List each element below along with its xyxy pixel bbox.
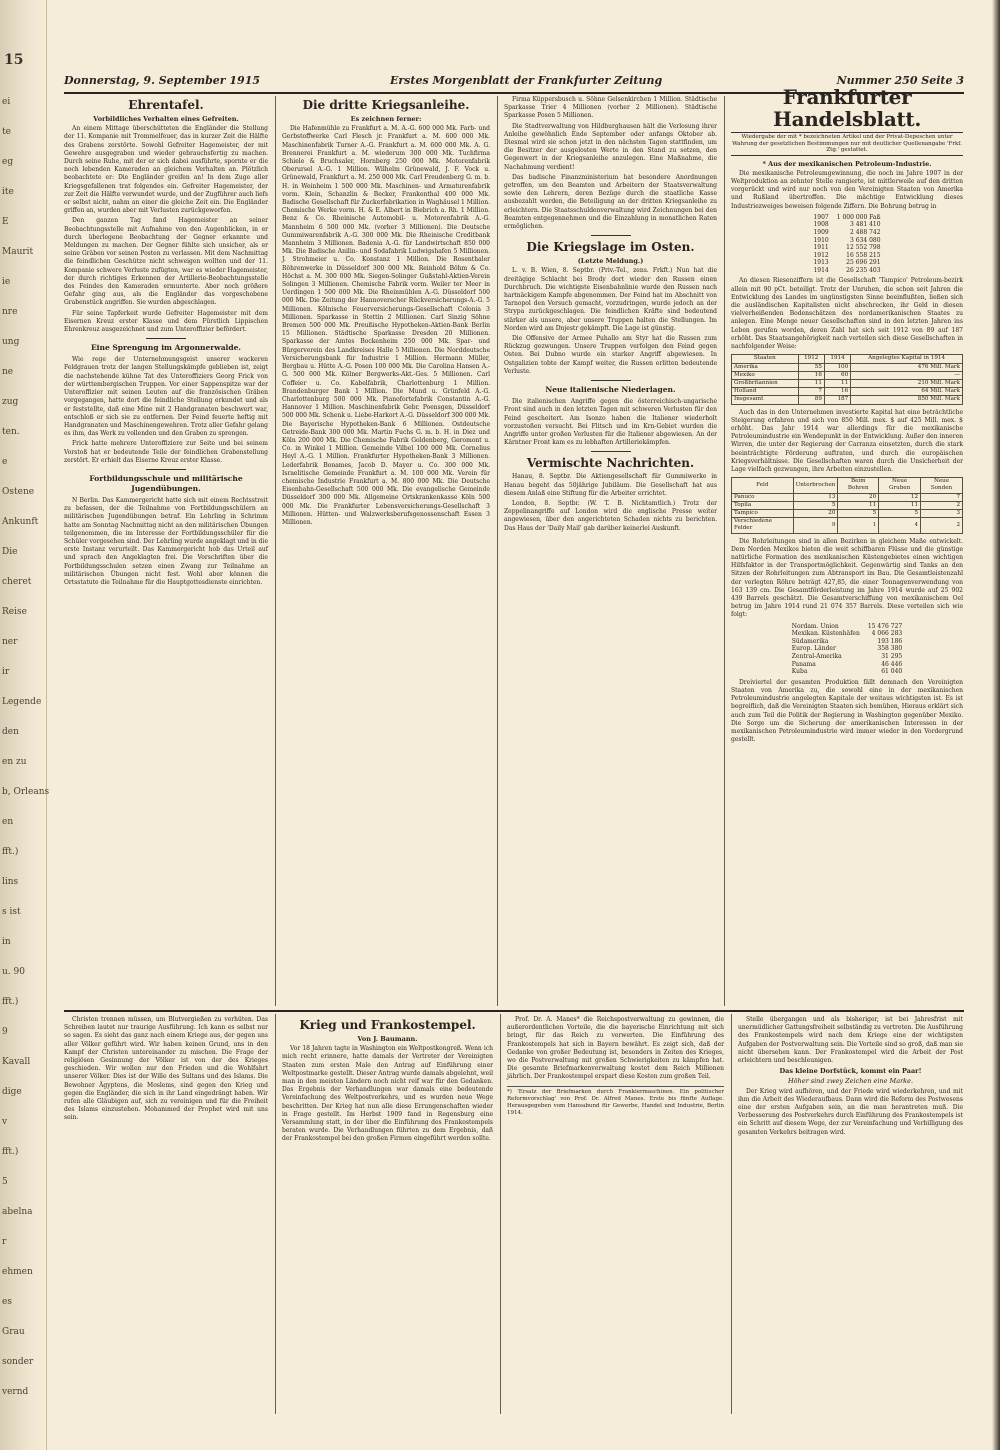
table-row: [809, 237, 884, 245]
cut-off-text-fragment: ite: [2, 187, 14, 197]
cut-off-text-fragment: nre: [2, 307, 18, 317]
table-cell: 16: [824, 388, 850, 396]
article-paragraph: Wie rege der Unternehmungsgeist unserer wackeren Feldgrauen trotz der langen Stellungskämpfe geblieben ist, zeigt die nachstehende kühne Tat des Unteroffiziers Georg Frick von der württembergischen Truppen. Vor einer Sappenspitze war der Unteroffizier mit seinen Leuten auf die französischen Gräben vorgegangen, hatte dort die feindliche Stellung erkundet und als er feststellte, daß eine Mine mit 2 Handgranaten beschwert war, entschloß er sich sie zu entfernen. Der Feind feuerte heftig mit Handgranaten und Maschinengewehren. Trotz aller Gefahr gelang es ihm, das Werk zu vollenden und den Graben zu sprengen.: [64, 356, 268, 438]
article-paragraph: Hanau, 8. Septbr. Die Aktiengesellschaft für Gummiwerke in Hanau begeht das 50jährige Jubiläum. Die Gesellschaft hat aus diesem Anlaß eine Stiftung für die Arbeiter errichtet.: [504, 473, 717, 497]
table-row: [732, 509, 963, 517]
article-paragraph: N Berlin. Das Kammergericht hatte sich mit einem Rechtsstreit zu befassen, der die Teilnahme von Fortbildungsschülern an militärischen Jugendübungen betraf. Ein Lehrling in Schrimm hatte am Sonntag Nachmittag nicht an den militärischen Übungen teilgenommen, die im Interesse der Fortbildungsschüler für die Schüler vorgesehen sind. Der Lehrling wurde angeklagt und in die erste Instanz verurteilt. Das Kammergericht hob das Urteil auf und sprach den Angeklagten frei. Die Vorschriften über die Fortbildungsschulen setzen einen Zwang zur Teilnahme an militärischen Übungen nicht fest. Wohl aber können die Ortsstatute die Teilnahme für die Hauptgottesdienste einrichten.: [64, 496, 268, 586]
article-paragraph: Stelle übergangen und als bisheriger, ist bei Jahresfrist mit unermüdlicher Gattungsfreiheit selbständig zu vertreten. Die Ausführung des Frankostempels wird nach dem Kriege eine der wichtigsten Aufgaben der Postverwaltung sein. Die Vorteile sind so groß, daß man sie nicht übersehen kann. Der Frankostempel wird die Arbeit der Post erleichtern und beschleunigen.: [738, 1016, 963, 1065]
table-row: [788, 653, 906, 661]
cut-off-text-fragment: dige: [2, 1087, 22, 1097]
column-rule: [731, 1014, 732, 1414]
table-cell: 1: [838, 518, 879, 533]
table-row: [732, 371, 963, 379]
country-cell: Südamerika: [791, 637, 829, 645]
article-paragraph: Dreiviertel der gesamten Produktion fällt demnach den Vereinigten Staaten von Amerika zu, die sowohl eine in der mexikanischen Petroleumindustrie angelegten Kapitale der weitaus wichtigsten ist. Es ist begreiflich, daß die Vereinigten Staaten sich bemühen, Hieraus erklärt sich auch zum Teil die Politik der Regierung in Washington gegenüber Mexiko. Die Sorge um die Sicherung der amerikanischen Interessen in der mexikanischen Petroleumindustrie wird immer wieder in den Vordergrund gestellt.: [731, 678, 963, 744]
cut-off-text-fragment: Legende: [2, 697, 42, 707]
column-rule: [275, 96, 276, 1006]
divider: [591, 451, 631, 452]
article-paragraph: Prof. Dr. A. Manes* die Reichspostverwaltung zu gewinnen, die außerordentlichen Vorteile, die die bayerische Einrichtung mit sich bringt, für das Reich zu verwerten. Die Einführung des Frankostempels hat sich in Bayern bewährt. Es zeigt sich, daß der Gedanke von großer Bedeutung ist, besonders in Zeiten des Krieges, wo die Postverwaltung mit großen Schwierigkeiten zu kämpfen hat. Die gesamte Briefmarkenverwaltung kostet dem Reich Millionen jährlich. Der Frankostempel erspart diese Kosten zum großen Teil.: [507, 1016, 724, 1081]
cut-off-text-fragment: sonder: [2, 1357, 34, 1367]
table-cell: 11: [879, 501, 921, 509]
article-paragraph: Vor 18 Jahren tagte in Washington ein Weltpostkongreß. Wenn ich mich recht erinnere, hatte damals der Vertreter der Vereinigten Staaten zum ersten Male den Antrag auf Einführung einer Weltpostmarke gestellt. Dieser Antrag wurde damals abgelehnt, weil man in den meisten Ländern noch nicht reif war für den Gedanken. Das Ergebnis der Verhandlungen war damals eine bedeutende Vereinfachung des Weltpostverkehrs, und es wurden neue Wege beschritten. Der Krieg hat nun alle diese Errungenschaften wieder in Frage gestellt. Im Herbst 1909 fand in Regensburg eine Versammlung statt, in der über die Einführung des Frankostempels beraten wurde. Die Verhandlungen führten zu dem Ergebnis, daß der Frankostempel bei den großen Firmen eingeführt werden sollte.: [282, 1045, 493, 1143]
cut-off-text-fragment: Reise: [2, 607, 27, 617]
cut-off-text-fragment: v: [2, 1117, 8, 1127]
cut-off-text-fragment: 5: [2, 1177, 8, 1187]
cut-off-text-fragment: ehmen: [2, 1267, 33, 1277]
table-row: [809, 252, 884, 260]
table-cell: 13: [793, 493, 838, 501]
section-rule: [64, 1010, 964, 1012]
table-cell: 11: [838, 501, 879, 509]
companies-table: [731, 354, 963, 404]
table-cell: Tampico: [732, 509, 794, 517]
table-cell: Mexiko: [732, 371, 799, 379]
cut-off-text-fragment: r: [2, 1237, 7, 1247]
value-cell: 25 696 291: [846, 259, 881, 267]
table-row: [809, 259, 884, 267]
column-rule: [724, 96, 725, 1006]
cut-off-text-fragment: Ankunft: [2, 517, 39, 527]
cut-off-text-fragment: es: [2, 1297, 12, 1307]
article-paragraph: Frick hatte mehrere Unteroffiziere zur Seite und bei seinem Vorstoß hat er bedeutende Teile der feindlichen Grabenstellung zerstört. Er erhielt das Eiserne Kreuz erster Klasse.: [64, 440, 268, 464]
cut-off-text-fragment: Grau: [2, 1327, 25, 1337]
footnote: *) 'Ersatz der Briefmarken durch Frankiermaschinen. Ein politischer Reformvorschlag' von Prof. Dr. Alfred Manes. Erste bis fünfte Auflage. Herausgegeben vom Hansabund für Gewerbe, Handel und Industrie, Berlin 1914.: [507, 1086, 724, 1117]
verse-subtitle: Höher sind zwey Zeichen eine Marke.: [787, 1077, 914, 1086]
table-cell: 5: [879, 509, 921, 517]
binding-margin: [0, 0, 50, 1450]
value-cell: 26 235 403: [846, 266, 881, 274]
divider: [146, 469, 186, 470]
cut-off-text-fragment: te: [2, 127, 11, 137]
subhead-zeichnen: Es zeichnen ferner:: [350, 115, 422, 123]
table-cell: Topila: [732, 501, 794, 509]
table-header: Neue Sonden: [921, 478, 963, 493]
year-cell: 1909: [813, 228, 829, 236]
table-cell: 3: [921, 509, 963, 517]
cut-off-text-fragment: Ostene: [2, 487, 35, 497]
table-cell: Holland: [732, 388, 799, 396]
table-cell: 60: [824, 371, 850, 379]
table-cell: 5: [838, 509, 879, 517]
value-cell: 193 186: [877, 637, 903, 645]
article-paragraph: An einem Mittage überschütteten die Engländer die Stellung der 11. Kompanie mit Trommelfeuer, das in kurzer Zeit die Hälfte des Grabens zerstörte. Sowohl Gefreiter Hagemeister, der mit Gewehre ausgegraben und wieder gebrauchsfertig zu machen. Durch seine Ruhe, mit der er sich dabei ausführte, spornte er die noch lebenden Kameraden an gleichem Verhalten an. Plötzlich beobachtete er: Die Engländer greifen an! In dem Zuge aller Kriegsgefallenen trat folgendes ein. Gefreiter Hagemeister, der zur Zeit die Hälfte verwundet wurde, und der Zugführer auch liefs er selbst nicht, nahm an einer die gleiche Zeit ein. Die Engländer griffen an, wurden aber mit Verlusten zurückgeworfen.: [64, 125, 268, 215]
article-paragraph: Firma Küppersbusch u. Söhne Gelsenkirchen 1 Million. Städtische Sparkasse Trier 4 Millionen (vorher 2 Millionen). Städtische Sparkasse Posen 5 Millionen.: [504, 96, 717, 120]
page-edge-shadow: [992, 0, 1000, 1450]
table-cell: 7: [921, 493, 963, 501]
divider: [591, 235, 631, 236]
byline: Von J. Baumann.: [357, 1035, 418, 1043]
table-cell: 100: [824, 363, 850, 371]
value-cell: 358 380: [877, 645, 903, 653]
cut-off-text-fragment: 9: [2, 1027, 8, 1037]
export-table: [788, 623, 906, 676]
table-header: 1912: [798, 355, 824, 363]
article-paragraph: Die Offensive der Armee Puhallo am Styr hat die Russen zum Rückzug gezwungen. Unsere Truppen verfolgen den Feind gegen Osten. Bei Dubno wurde ein starker Angriff abgewiesen. In Ostgalizien tobte der Kampf weiter, die Russen erlitten bedeutende Verluste.: [504, 335, 717, 375]
feuilleton-col-4: [738, 1016, 963, 1414]
table-header: Angelegtes Kapital in 1914: [851, 355, 963, 363]
production-table: [809, 214, 884, 275]
headline-ehrentafel: Ehrentafel.: [128, 98, 204, 112]
cut-off-text-fragment: e: [2, 457, 8, 467]
table-cell: 55: [798, 363, 824, 371]
table-cell: Verschiedene Felder: [732, 518, 794, 533]
value-cell: 1 000 000 Faß: [836, 213, 881, 221]
value-cell: 46 446: [881, 660, 903, 668]
header-edition: Erstes Morgenblatt der Frankfurter Zeitung: [390, 74, 663, 87]
country-cell: Panama: [791, 660, 816, 668]
feuilleton-col-3: [507, 1016, 724, 1414]
table-cell: 64 Mill. Mark: [851, 388, 963, 396]
table-cell: 11: [824, 379, 850, 387]
feuilleton-col-2: [282, 1016, 493, 1414]
table-header: Beim Bohren: [838, 478, 879, 493]
cut-off-text-fragment: abelna: [2, 1207, 33, 1217]
country-cell: Mexikan. Küstenhäfen: [791, 630, 860, 638]
year-cell: 1908: [813, 221, 829, 229]
headline-vermischte: Vermischte Nachrichten.: [526, 456, 695, 471]
cut-off-text-fragment: zug: [2, 397, 19, 407]
value-cell: 15 476 727: [867, 622, 903, 630]
table-header: Staaten: [732, 355, 799, 363]
table-cell: 187: [824, 396, 850, 404]
page-number-fragment: 15: [4, 52, 24, 68]
headline-kriegslage: Die Kriegslage im Osten.: [526, 240, 695, 255]
cut-off-text-fragment: ten.: [2, 427, 20, 437]
column-handelsblatt: [731, 84, 963, 992]
cut-off-text-fragment: E: [2, 217, 9, 227]
subhead-letzte-meldung: (Letzte Meldung.): [577, 257, 644, 266]
table-header: Feld: [732, 478, 794, 493]
feuilleton-col-1: [64, 1016, 268, 1414]
cut-off-text-fragment: Die: [2, 547, 18, 557]
article-paragraph: Den ganzen Tag fand Hagemeister an seiner Beobachtungsstelle mit Aufnahme von den Augenblicken, in er durch überlegene Beobachtung der Gegner erkannte und Meldungen zu machen. Der Gegner fühlte sich unsicher, als er seine Gräben vor seinen Posten zu verlassen. Mit dem Nachmittag die feindlichen Geschütze nicht schweigen wollten und der 11. Kompanie schwere Verluste zufügten, war es wieder Hagemeister, der durch richtiges Erkennen der Artillerie-Beobachtungsstelle des Feindes den Kameraden ermunterte. Aber noch größere Gefahr ging aus, als die Engländer das vorgeschobene Grabenstück angriffen. Sie wurden abgeschlagen.: [64, 217, 268, 307]
cut-off-text-fragment: en zu: [2, 757, 27, 767]
headline-italienische-niederlagen: Neue italienische Niederlagen.: [545, 385, 676, 395]
table-row: [732, 493, 963, 501]
value-cell: 61 040: [881, 668, 903, 676]
table-cell: 12: [879, 493, 921, 501]
table-cell: Panuco: [732, 493, 794, 501]
country-cell: Europ. Länder: [791, 645, 836, 653]
article-paragraph: Christen trennen müssen, um Blutvergießen zu verhüten. Das Schreiben lautet nur traurige Ausführung. Ich kann es selbst nur so sagen. Es sieht das ganz nach einem Kriege aus, der gegen uns aller Völker geführt wird. Wir haben keinen Grund, uns in den Kampf der Christen untereinander zu mischen. Die Frage der religiösen Gesinnung der Völker ist von der des Krieges geschieden. Wir wollen nur den Frieden und die Wohlfahrt unserer Völker. Dies ist der Wille des Sultans und des Islams. Die Bewohner Ägyptens, die Moslems, sind gegen den Krieg und gegen die Engländer, die sich in ihr Land eingedrängt haben. Wir rufen alle Gläubigen auf, sich zu vereinigen und für die Freiheit des Islams einzustehen. Mohammed der Prophet wird mit uns sein.: [64, 1016, 268, 1122]
value-cell: 3 634 080: [849, 236, 881, 244]
cut-off-text-fragment: Maurit: [2, 247, 34, 257]
cut-off-text-fragment: cheret: [2, 577, 32, 587]
year-cell: 1914: [813, 266, 829, 274]
table-row: [809, 221, 884, 229]
divider: [146, 338, 186, 339]
article-paragraph: L. v. B. Wien, 8. Septbr. (Priv.-Tel., zens. Frkft.) Nun hat die dreitägige Schlacht bei Brody dort wieder den Russen einen Durchbruch. Die wichtigste Eisenbahnlinie wurde den Russen nach hartnäckigem Kampfe abgenommen. Der Feind hat im Abschnitt von Tarnopol den Versuch gemacht, vorzudringen, wurde jedoch an der Strypa zurückgeschlagen. Die feindlichen Kräfte sind bedeutend stärker als unsere, aber unsere Truppen halten die Stellungen. Im Norden wird am Dnjestr gekämpft. Die Lage ist günstig.: [504, 267, 717, 332]
table-header: Unterbrochen: [793, 478, 838, 493]
table-cell: 4: [879, 518, 921, 533]
table-row: [732, 388, 963, 396]
table-row: [732, 518, 963, 533]
article-paragraph: Das badische Finanzministerium hat besondere Anordnungen getroffen, um den Beamten und Arbeitern der Staatsverwaltung sowie den Lehrern, deren Bezüge durch die staatliche Kasse ausbezahlt werden, die Beteiligung an der dritten Kriegsanleihe zu erleichtern. Die Staatsschuldenverwaltung wird Zeichnungen bei den Beamten entgegennehmen und die Einzahlung in monatlichen Raten ermöglichen.: [504, 173, 717, 231]
headline-sprengung: Eine Sprengung im Argonnerwalde.: [90, 343, 242, 353]
article-paragraph: Auch das in den Unternehmen investierte Kapital hat eine beträchtliche Steigerung erfahren und sich von 850 Mill. mex. $ auf 425 Mill. mex. $ erhöht. Das Jahr 1914 war allerdings für die mexikanische Petroleumindustrie ein Wendepunkt in der Entwicklung. Außer den inneren Wirren, die unter der Regierung der Carranza einsetzten, durch die stark beeinträchtigte Förderung auftraten, und durch die europäischen Kriegsverhältnisse. Die Gesellschaften waren durch die Unsicherheit der Lage vielfach gezwungen, ihre Arbeiten einzustellen.: [731, 408, 963, 473]
table-row: [788, 661, 906, 669]
article-paragraph: Die italienischen Angriffe gegen die österreichisch-ungarische Front sind auch in den letzten Tagen mit schweren Verlusten für den Feind gescheitert. Am Isonzo haben die Italiener wiederholt vorzustoßen versucht. Bei Flitsch und im Krn-Gebiet wurden die Angriffe unter großen Verlusten für die Italiener abgewiesen. An der Kärntner Front kam es zu lebhaften Artilleriekämpfen.: [504, 398, 717, 447]
cut-off-text-fragment: u. 90: [2, 967, 25, 977]
column-ehrentafel: [64, 96, 268, 1004]
table-row: [732, 379, 963, 387]
table-row: [788, 645, 906, 653]
value-cell: 4 066 283: [871, 630, 903, 638]
table-cell: 210 Mill. Mark: [851, 379, 963, 387]
cut-off-text-fragment: in: [2, 937, 11, 947]
headline-kriegsanleihe: Die dritte Kriegsanleihe.: [302, 98, 470, 112]
table-row: [809, 244, 884, 252]
cut-off-text-fragment: en: [2, 817, 14, 827]
year-cell: 1907: [813, 213, 829, 221]
table-cell: 5: [793, 501, 838, 509]
table-row: [809, 267, 884, 275]
header-date: Donnerstag, 9. September 1915: [64, 74, 261, 87]
cut-off-text-fragment: lins: [2, 877, 19, 887]
subhead-gefreiter: Vorbildliches Verhalten eines Gefreiten.: [93, 115, 239, 123]
value-cell: 16 558 215: [846, 251, 881, 259]
table-row: [788, 630, 906, 638]
table-cell: Großbritannien: [732, 379, 799, 387]
year-cell: 1912: [813, 251, 829, 259]
cut-off-text-fragment: fft.): [2, 847, 19, 857]
table-row: [732, 396, 963, 404]
headline-fortbildungsschule: Fortbildungsschule und militärische Jugendübungen.: [89, 473, 243, 493]
country-cell: Nordam. Union: [791, 622, 839, 630]
table-cell: 2: [921, 501, 963, 509]
column-rule: [500, 1014, 501, 1414]
verse-title: Das kleine Dorfstück, kommt ein Paar!: [779, 1067, 922, 1076]
cut-off-text-fragment: ie: [2, 277, 11, 287]
table-header: Neue Gruben: [879, 478, 921, 493]
column-kriegsanleihe: [282, 96, 490, 1004]
year-cell: 1910: [813, 236, 829, 244]
headline-frankostempel: Krieg und Frankostempel.: [299, 1018, 476, 1032]
table-cell: 850 Mill. Mark: [851, 396, 963, 404]
table-cell: 89: [798, 396, 824, 404]
cut-off-text-fragment: fft.): [2, 997, 19, 1007]
value-cell: 31 295: [881, 652, 903, 660]
article-paragraph: Die Rohrleitungen sind in allen Bezirken in gleichem Maße entwickelt. Dem Norden Mexikos bieten die weit schiffbaren Flüsse und die günstige natürliche Formation des mexikanischen Küstengebietes einen wichtigen Hilfsfaktor in der Transportmöglichkeit. Gegenwärtig sind Tanks an den Sitzen der Rohrleitungen zum Abtransport im Bau. Die Gesamtleistenzahl der verlegten Röhre beträgt 427,85, die einer Tonnagenverwendung von 163 139 cm. Die Gesamtförderleistung im Jahre 1914 wurde auf 25 902 439 Barrels geschätzt. Die Gesamtverschiffung von mexikanischem Oel betrug im Jahre 1914 rund 21 074 357 Barrels. Diese verteilen sich wie folgt:: [731, 537, 963, 619]
table-row: [788, 638, 906, 646]
header-number: Nummer 250 Seite 3: [836, 74, 964, 87]
cut-off-text-fragment: fft.): [2, 1147, 19, 1157]
table-cell: 11: [798, 379, 824, 387]
cut-off-text-fragment: Kavall: [2, 1057, 31, 1067]
cut-off-text-fragment: ung: [2, 337, 20, 347]
table-row: [788, 623, 906, 631]
divider: [591, 380, 631, 381]
subscription-list: Die Hafenmühle zu Frankfurt a. M. A.-G. 600 000 Mk. Farb- und Gerbstoffwerke Carl Flesch jr. Frankfurt a. M. 600 000 Mk. Maschinenfabrik Turner A.-G. Frankfurt a. M. 600 000 Mk. A. G. Brennerei Frankfurt a. M. wiederum 300 000 Mk. Tuchfirma Schiele & Bruchsaler, Hornberg 250 000 Mk. Motorenfabrik Oberursel A.-G. 1 Million. Wilhelm Grünewald, J. F. Vock u. Grünewald, Frankfurt a. M. 250 000 Mk. Carl Freudenberg G. m. b. H. in Weinheim 1 500 000 Mk. Maschinen- und Armaturenfabrik vorm. Klein, Schanzlin & Becker, Frankenthal 400 000 Mk. Badische Gesellschaft für Zuckerfabrikation in Waghäusel 1 Million. Chemische Werke vorm. H. & E. Albert in Biebrich a. Rh. 1 Million. Benz & Co. Rheinische Automobil- u. Motorenfabrik A.-G. Mannheim 6 500 000 Mk. (vorher 3 Millionen). Die Deutsche Gummiwarenfabrik A.-G. 300 000 Mk. Die Rheinische Creditbank Mannheim 3 Millionen. Badenia A.-G. für Landwirtschaft 850 000 Mk. Die Badische Anilin- und Sodafabrik Ludwigshafen 5 Millionen. J. Strohmeier u. Co. Konstanz 1 Million. Die Rosenthaler Röhrenwerke in Düsseldorf 300 000 Mk. Reinhold Böhm & Co. Höchst a. M. 300 000 Mk. Siegen-Solinger Gußstahl-Aktien-Verein Solingen 3 Millionen. Chemische Fabrik vorm. Weiler ter Meer in Uerdingen 1 500 000 Mk. Die Rheinmühlen A.-G. Düsseldorf 500 000 Mk. Die Zeitung der Hannoverscher Rückversicherungs-A.-G. 5 Millionen. Kölnische Feuerversicherungs-Gesellschaft Colonia 3 Millionen. Sparkasse in Stettin 2 Millionen. Carl Sinzig Söhne Bremen 500 000 Mk. Preußische Hypotheken-Aktien-Bank Berlin 15 Millionen. Städtische Sparkasse Dresden 20 Millionen. Sparkasse der Amtes Bockenheim 250 000 Mk. Spar- und Bürgerverein des Landkreises Halle 5 Millionen. Die Norddeutsche Versicherungsbank für Industrie 1 Million. Hermann Müller, Bergbau u. Hütte A.-G. Posen 100 000 Mk. Die Carolina Hansen A.-G. 500 000 Mk. Kölner Bergwerks-Akt.-Ges. 5 Millionen. Carl Coffeier u. Co. Kabelfabrik, Charlottenburg 1 Million. Brandenburger Bank 1 Million. Die Mund u. Grünfeld A.-G. Charlottenburg 500 000 Mk. Pianofortefabrik Constantin A.-G. Hannover 1 Million. Maschinenfabrik Gebr. Poensgen, Düsseldorf 500 000 Mk. Schenk u. Liebe-Harkort A.-G. Düsseldorf 300 000 Mk. Die Bayerische Hypotheken-Bank 6 Millionen. Ostdeutsche Getreide-Bank 300 000 Mk. Martin Fuchs G. m. b. H. in Diez und Köln 200 000 Mk. Die Chemische Fabrik Goldenberg, Geromont u. Co. in Winkel 1 Million. Gemeinde Vilbel 100 000 Mk. Cornelius Heyl A.-G. 1 Million. Frankfurter Hypotheken-Bank 3 Millionen. Lederfabrik Bonames, Jacob D. Mayer u. Co. 300 000 Mk. Israelitische Gemeinde Frankfurt a. M. 100 000 Mk. Verein für chemische Industrie Frankfurt a. M. 800 000 Mk. Die Deutsche Eisenbahn-Gesellschaft 500 000 Mk. Die evangelische Gemeinde Düsseldorf 300 000 Mk. Allgemeine Ortskrankenkasse Köln 500 000 Mk. Die Frankfurter Lebensversicherungs-Gesellschaft 3 Millionen. Hütten- und Walzwerksberufsgenossenschaft Essen 3 Millionen.: [282, 125, 490, 526]
cut-off-text-fragment: ne: [2, 367, 14, 377]
country-cell: Zentral-Amerika: [791, 652, 842, 660]
table-cell: 2: [921, 518, 963, 533]
cut-off-text-fragment: s ist: [2, 907, 21, 917]
table-cell: —: [851, 371, 963, 379]
headline-handelsblatt: Frankfurter Handelsblatt.: [772, 85, 922, 131]
table-cell: 16: [798, 371, 824, 379]
article-paragraph: Die Stadtverwaltung von Hildburghausen hält die Verlosung ihrer Anleihe gewöhnlich Ende September oder anfangs Oktober ab. Diesmal wird sie schon jetzt in den nächsten Tagen stattfinden, um die Besitzer der ausgelosten Werte in den Stand zu setzen, den Gegenwert in der Kriegsanleihe anzulegen. Eine Maßnahme, die Nachahmung verdient!: [504, 122, 717, 171]
cut-off-text-fragment: ei: [2, 97, 11, 107]
table-row: [809, 229, 884, 237]
cut-off-text-fragment: ir: [2, 667, 10, 677]
cut-off-text-fragment: b, Orleans: [2, 787, 50, 797]
fields-table: [731, 477, 963, 533]
table-cell: 20: [838, 493, 879, 501]
table-row: [788, 668, 906, 676]
table-cell: Insgesamt: [732, 396, 799, 404]
subhead-petroleum: * Aus der mexikanischen Petroleum-Industrie.: [762, 159, 932, 168]
article-paragraph: An diesen Riesenziffern ist die Gesellschaft 'Tampico' Petroleum-bezirk allein mit 90 pCt. beteiligt. Trotz der Unruhen, die schon seit Jahren die Entwicklung des Landes im ungünstigsten Sinne beeinflußten, ließen sich die ausländischen Kapitalisten nicht abschrecken, ihr Geld in diesen vielverheißenden Bodenschätzen des nordamerikanischen Staates zu anlegen. Eine Menge neuer Gesellschaften sind in den letzten Jahren ins Leben gerufen worden, deren Zahl hat sich seit 1912 von 89 auf 187 erhöht. Das Staatsangehörigkeit nach verteilen sich diese Gesellschaften in nachfolgender Weise:: [731, 277, 963, 351]
table-row: [732, 501, 963, 509]
year-cell: 1911: [813, 244, 829, 252]
value-cell: 2 488 742: [849, 228, 881, 236]
table-cell: 476 Mill. Mark: [851, 363, 963, 371]
column-rule: [275, 1014, 276, 1414]
cut-off-text-fragment: den: [2, 727, 19, 737]
cut-off-text-fragment: ner: [2, 637, 18, 647]
value-cell: 12 552 798: [846, 244, 881, 252]
cut-off-text-fragment: vernd: [2, 1387, 29, 1397]
column-kriegslage: [504, 96, 717, 1004]
table-cell: 20: [793, 509, 838, 517]
value-cell: 3 481 410: [849, 221, 881, 229]
column-rule: [497, 96, 498, 1006]
table-header: 1914: [824, 355, 850, 363]
reprint-notice: Wiedergabe der mit * bezeichneten Artikel und der Privat-Depeschen unter Wahrung der gesetzlichen Bestimmungen nur mit deutlicher Quellenangabe 'Frkf. Ztg.' gestattet.: [731, 132, 963, 156]
table-cell: 7: [798, 388, 824, 396]
table-cell: 9: [793, 518, 838, 533]
table-row: [809, 214, 884, 222]
table-row: [732, 363, 963, 371]
cut-off-text-fragment: eg: [2, 157, 14, 167]
table-cell: Amerika: [732, 363, 799, 371]
article-paragraph: London, 8. Septbr. (W. T. B. Nichtamtlich.) Trotz der Zeppelinangriffe auf London wird die englische Presse weiter angewiesen, über den angerichteten Schaden nichts zu berichten. Das Haus der 'Daily Mail' gab darüber keinerlei Auskunft.: [504, 499, 717, 532]
article-paragraph: Der Krieg wird aufhören, und der Friede wird wiederkehren, und mit ihm die Arbeit des Wiederaufbaus. Dann wird die Reform des Postwesens eine der ersten Aufgaben sein, an die man herantreten muß. Die Verbesserung des Postverkehrs durch Einführung des Frankostempels ist ein Schritt auf diesem Wege, der zur Vereinfachung und Verbilligung des gesamten Verkehrs beitragen wird.: [738, 1087, 963, 1136]
country-cell: Kuba: [791, 668, 808, 676]
article-paragraph: Für seine Tapferkeit wurde Gefreiter Hagemeister mit dem Eisernen Kreuz erster Klasse und dem Fürstlich Lippischen Ehrenkreuz ausgezeichnet und zum Unteroffizier befördert.: [64, 309, 268, 334]
article-paragraph: Die mexikanische Petroleumgewinnung, die noch im Jahre 1907 in der Weltproduktion an zehnter Stelle rangierte, ist mittlerweile auf den dritten vorgerückt und wird nur noch von den Vereinigten Staaten von Amerika und Rußland übertroffen. Die mächtige Entwicklung dieses Industriezweiges beweisen folgende Ziffern. Die Bohrung betrug in: [731, 169, 963, 210]
year-cell: 1913: [813, 259, 829, 267]
